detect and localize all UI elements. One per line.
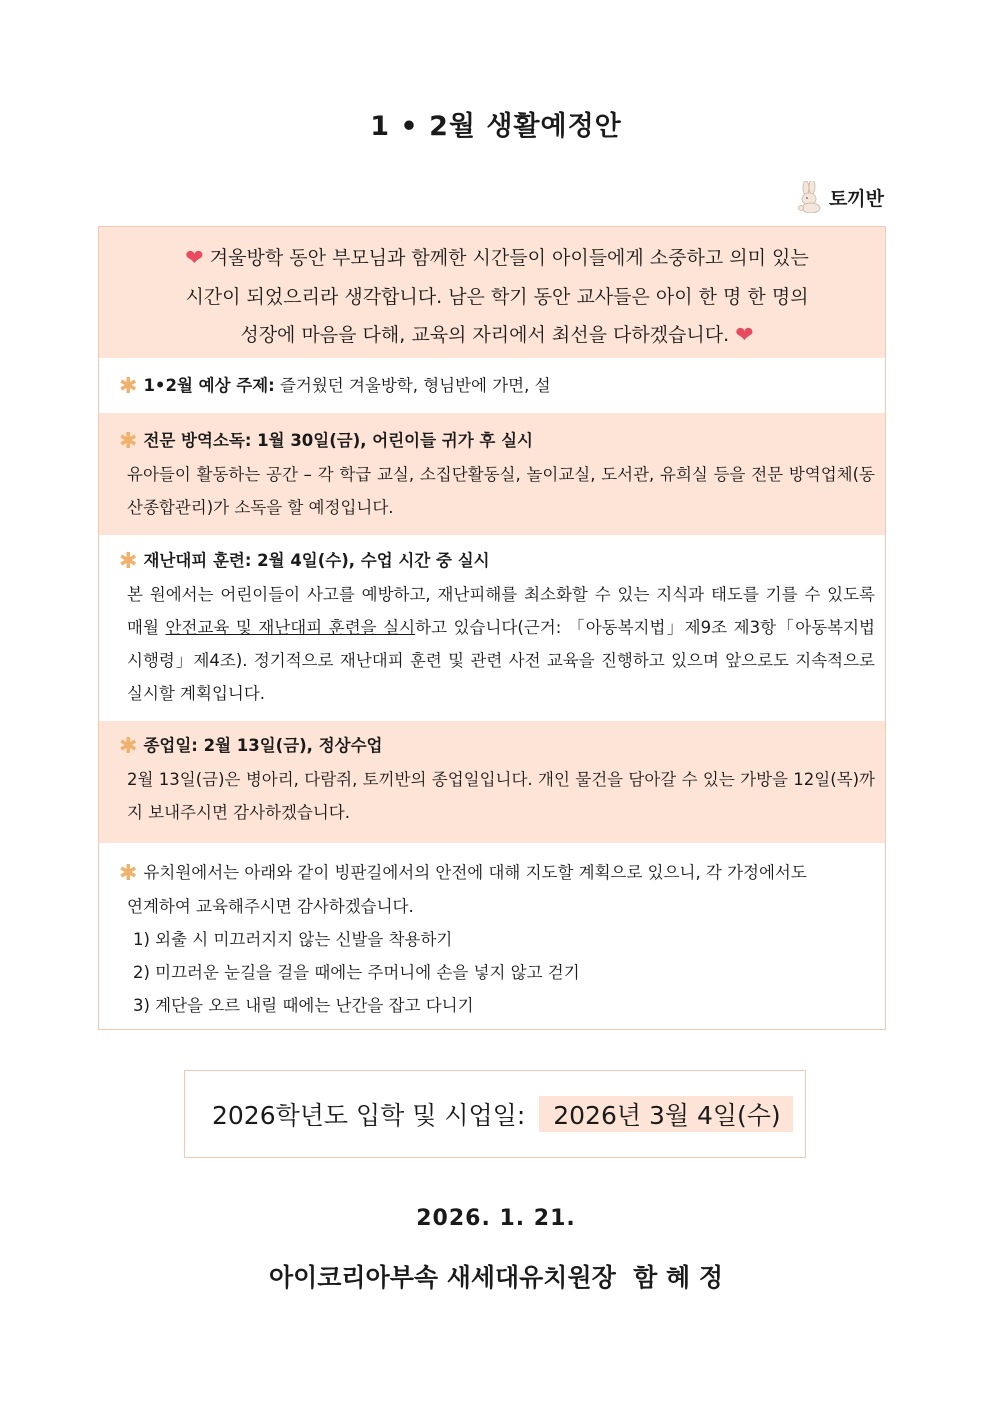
rabbit-icon (795, 181, 825, 213)
disinfection-body: 유아들이 활동하는 공간 – 각 학급 교실, 소집단활동실, 놀이교실, 도서관, 유희실 등을 전문 방역업체(동산종합관리)가 소독을 할 예정입니다. (127, 465, 875, 517)
star-icon: ✱ (119, 374, 138, 399)
heart-icon: ❤ (735, 323, 754, 348)
list-item: 3) 계단을 오르 내릴 때에는 난간을 잡고 다니기 (133, 996, 474, 1015)
entry-date: 2026년 3월 4일(수) (539, 1096, 792, 1132)
intro-line-3: 성장에 마음을 다해, 교육의 자리에서 최선을 다하겠습니다. (240, 324, 730, 346)
ice-safety-section (99, 843, 885, 1029)
schedule-box (98, 226, 886, 1030)
intro-line-1: 겨울방학 동안 부모님과 함께한 시간들이 아이들에게 소중하고 의미 있는 (209, 247, 809, 269)
closing-heading: 종업일: 2월 13일(금), 정상수업 (143, 736, 383, 755)
intro-section (99, 227, 885, 358)
entry-date-box (184, 1070, 806, 1158)
intro-line-2: 시간이 되었으리라 생각합니다. 남은 학기 동안 교사들은 아이 한 명 한 명의 (185, 286, 809, 308)
theme-section (99, 358, 885, 413)
entry-label: 2026학년도 입학 및 시업일: (212, 1101, 526, 1130)
star-icon: ✱ (119, 429, 138, 454)
star-icon: ✱ (119, 861, 138, 886)
star-icon: ✱ (119, 734, 138, 759)
document-date: 2026. 1. 21. (416, 1206, 576, 1231)
disinfection-heading: 전문 방역소독: 1월 30일(금), 어린이들 귀가 후 실시 (143, 431, 533, 450)
disaster-body (119, 578, 875, 710)
heart-icon: ❤ (185, 246, 204, 271)
disaster-body-start: 본 원에서는 어린이들이 사고를 예방하고, 재난피해를 최소화할 수 있는 지식과 태도를 기를 수 있도록 매월 (127, 585, 875, 637)
list-item: 2) 미끄러운 눈길을 걸을 때에는 주머니에 손을 넣지 않고 걷기 (133, 963, 580, 982)
list-item: 1) 외출 시 미끄러지지 않는 신발을 착용하기 (133, 930, 453, 949)
disinfection-section (99, 413, 885, 535)
class-name: 토끼반 (828, 187, 884, 210)
signature: 아이코리아부속 새세대유치원장 함 혜 정 (268, 1263, 724, 1292)
class-label (795, 181, 884, 213)
star-icon: ✱ (119, 549, 138, 574)
disaster-body-underlined: 안전교육 및 재난대피 훈련을 실시 (165, 618, 416, 637)
closing-body: 2월 13일(금)은 병아리, 다람쥐, 토끼반의 종업일입니다. 개인 물건을 담아갈 수 있는 가방을 12일(목)까지 보내주시면 감사하겠습니다. (127, 770, 875, 822)
ice-line-2: 연계하여 교육해주시면 감사하겠습니다. (127, 897, 414, 916)
page-title: 1 • 2월 생활예정안 (370, 111, 622, 142)
disaster-heading: 재난대피 훈련: 2월 4일(수), 수업 시간 중 실시 (143, 551, 490, 570)
theme-text: 즐거웠던 겨울방학, 형님반에 가면, 설 (279, 376, 551, 395)
disaster-section (99, 535, 885, 721)
closing-section (99, 721, 885, 843)
theme-label: 1•2월 예상 주제: (143, 376, 275, 395)
ice-line-1: 유치원에서는 아래와 같이 빙판길에서의 안전에 대해 지도할 계획으로 있으니, 각 가정에서도 (143, 863, 807, 882)
disaster-body-end: 하고 있습니다(근거: 「아동복지법」제9조 제3항「아동복지법 시행령」제4조). 정기적으로 재난대피 훈련 및 관련 사전 교육을 진행하고 있으며 앞으로도 지속적으로 실시할 계획입니다. (127, 618, 875, 703)
